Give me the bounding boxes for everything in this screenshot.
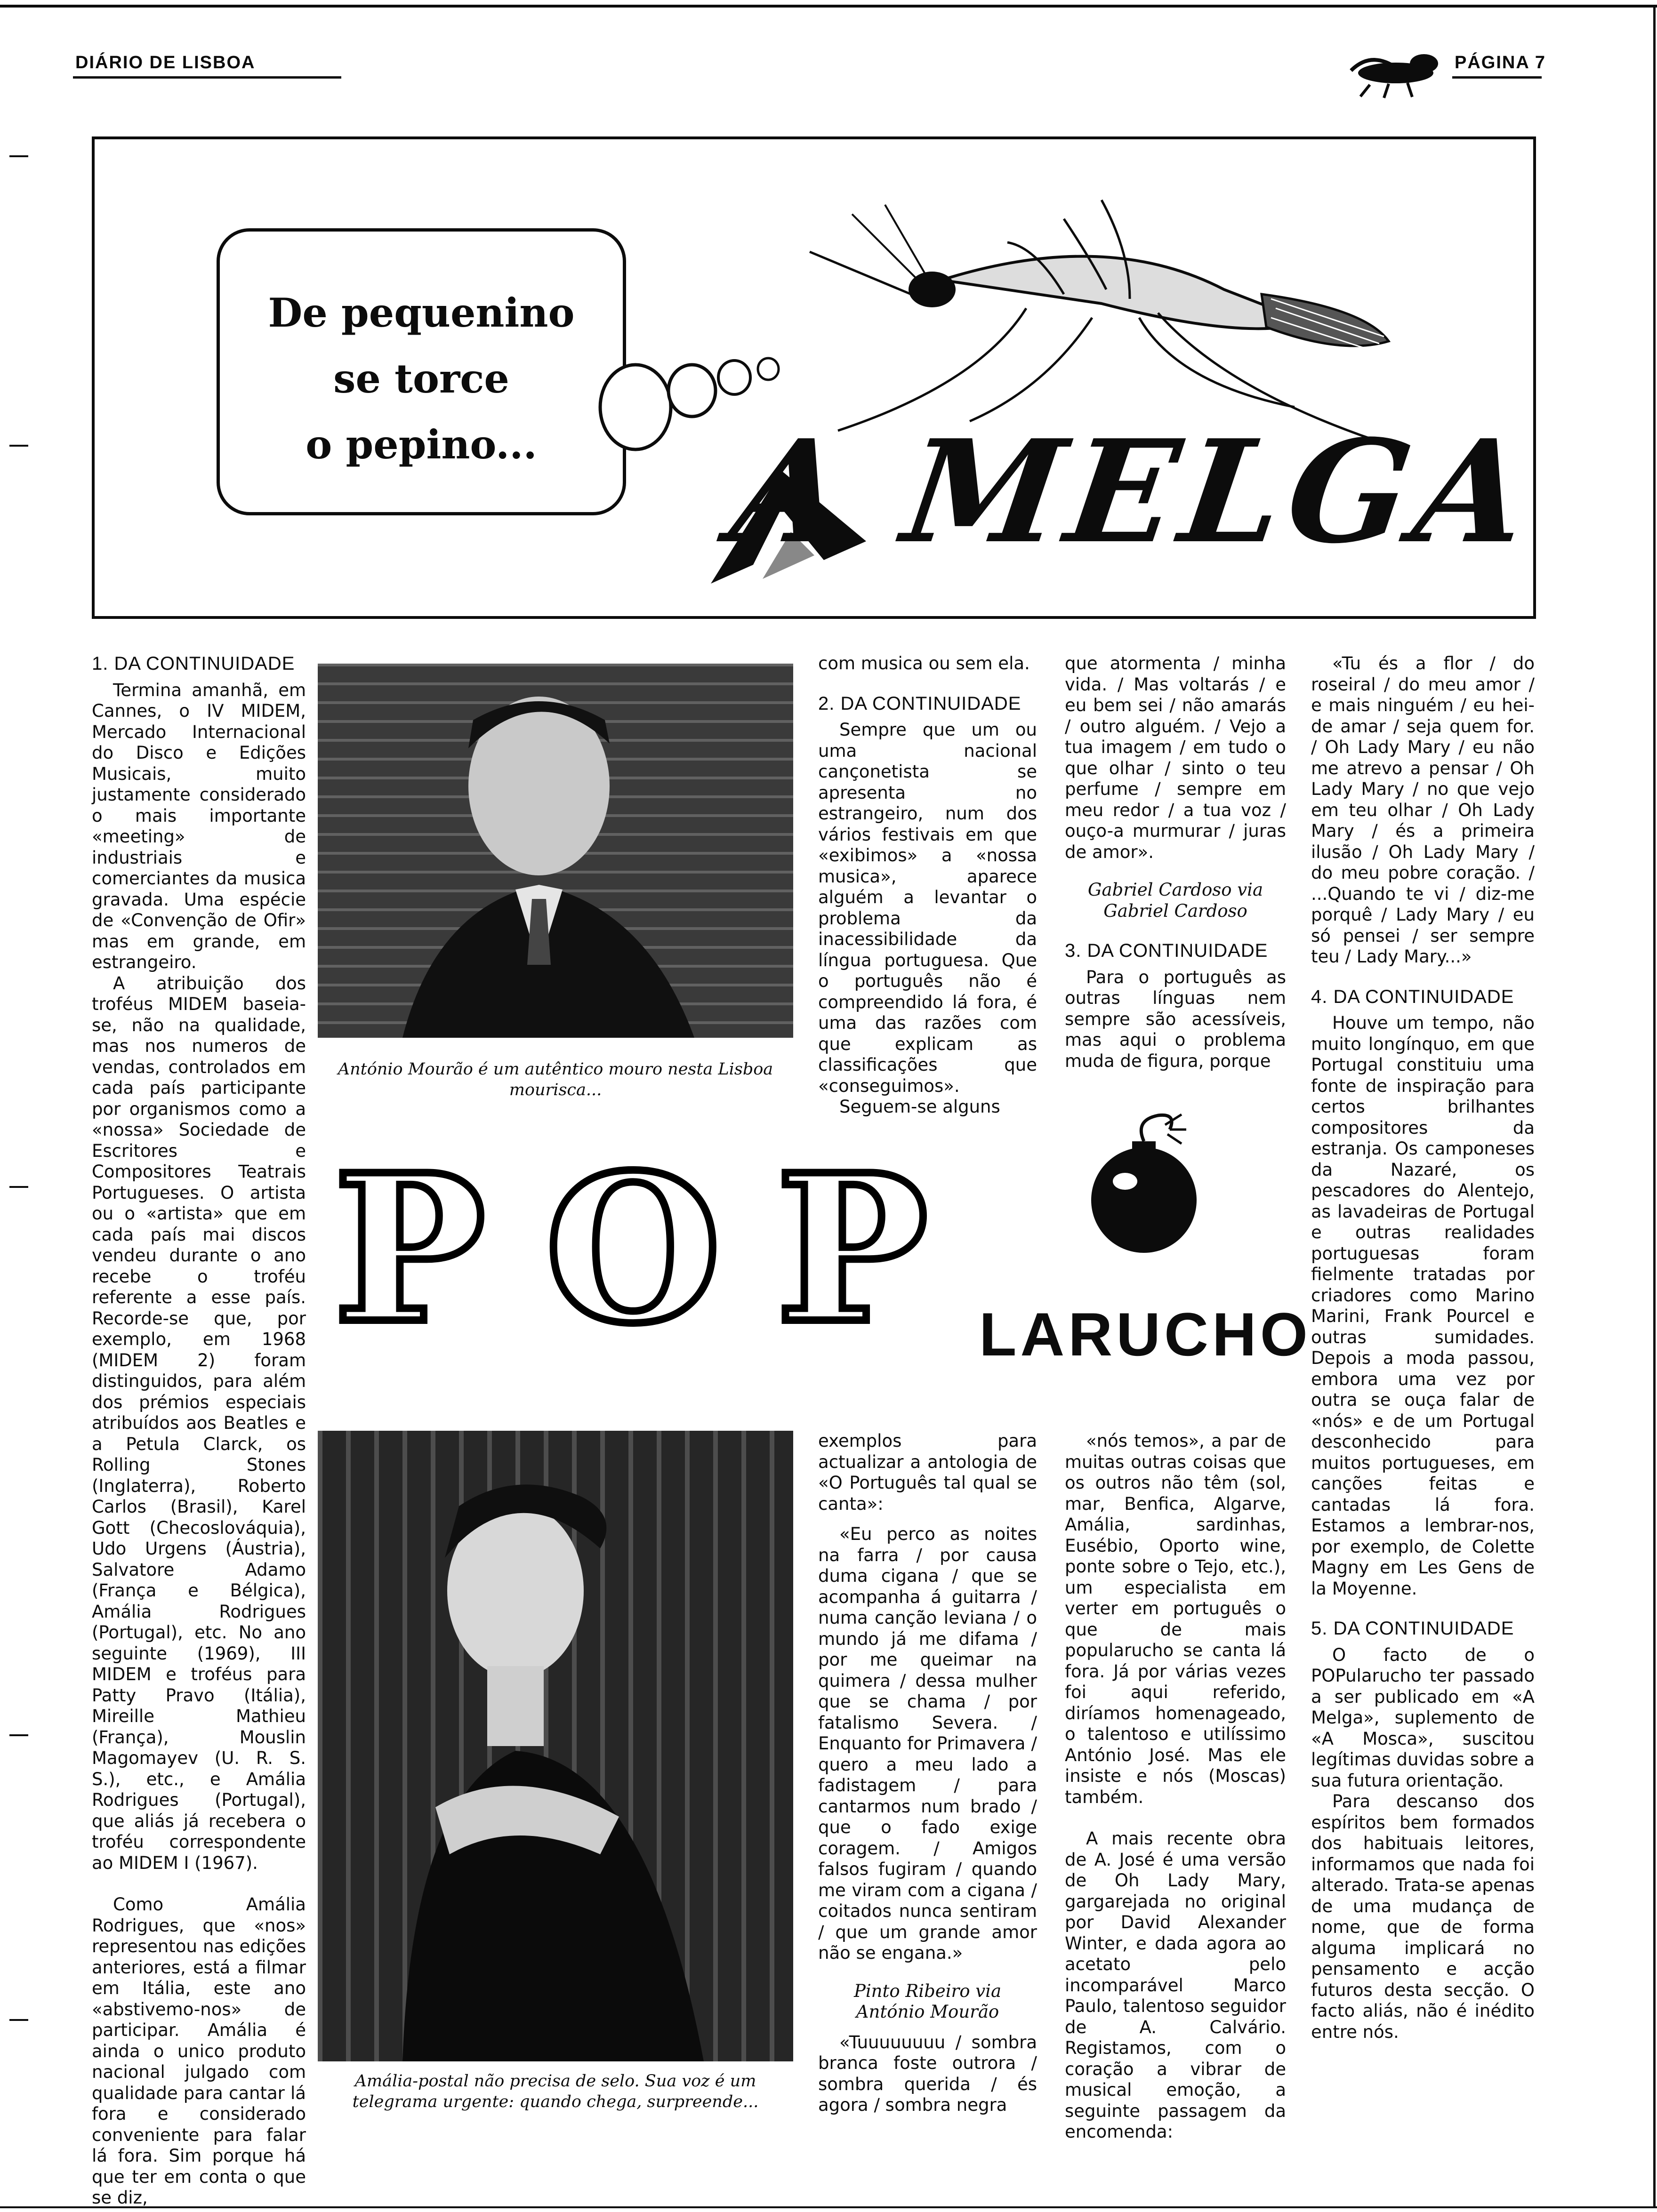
section-4-heading: 4. DA CONTINUIDADE	[1311, 986, 1514, 1007]
margin-mark	[9, 1186, 28, 1188]
col4-paragraph-0: que atormenta / minha vida. / Mas voltarás / e eu bem sei / não amarás / outro alguém. / Vejo a tua imagem / em tudo o que olhar / sinto o teu perfume / sempre em meu redor / a tua voz / ouço-a murmurar / juras de amor».	[1065, 653, 1286, 862]
signature-pinto-ribeiro	[818, 1981, 1037, 2023]
col3-paragraph-0: com musica ou sem ela.	[818, 653, 1030, 673]
column-3-top	[818, 653, 1037, 1118]
column-4-bottom	[1065, 1431, 1286, 2143]
section-2-heading: 2. DA CONTINUIDADE	[818, 693, 1022, 714]
col4b-paragraph-1: A mais recente obra de A. José é uma versão de Oh Lady Mary, gargarejada no original por David Alexander Winter, e dada agora ao acetato pelo incomparável Marco Paulo, talentoso seguidor de A. Calvário. Registamos, com o coração a vibrar de musical emoção, a seguinte passagem da encomenda:	[1065, 1828, 1286, 2142]
col4-paragraph-1: Para o português as outras línguas nem sempre são acessíveis, mas aqui o problema muda de figura, porque	[1065, 967, 1286, 1071]
col1-paragraph-3: Como Amália Rodrigues, que «nos» representou nas edições anteriores, está a filmar em Itália, este ano «abstivemo-nos» de participar. Amália é ainda o unico produto nacional julgado com qualidade para cantar lá fora e considerado conveniente para falar lá fora. Sim porque há que ter em conta o que se diz,	[92, 1894, 306, 2208]
col5-paragraph-3: Para descanso dos espíritos bem formados dos habituais leitores, informamos que nada foi alterado. Trata-se apenas de uma mudança de nome, que de forma alguma implicará no pensamento e acção futuros desta secção. O facto aliás, não é inédito entre nós.	[1311, 1791, 1535, 2042]
col5-lyrics: «Tu és a flor / do roseiral / do meu amor / e mais ninguém / eu hei-de amar / seja quem for. / Oh Lady Mary / eu não me atrevo a pensar / Oh Lady Mary / no que vejo em teu olhar / Oh Lady Mary / és a primeira ilusão / Oh Lady Mary / do meu pobre coração. / ...Quando te vi / diz-me porquê / Lady Mary / eu só pensei / ser sempre teu / Lady Mary...»	[1311, 653, 1535, 967]
newspaper-name: DIÁRIO DE LISBOA	[75, 53, 256, 72]
margin-mark	[9, 2019, 28, 2021]
column-3-bottom	[818, 1431, 1037, 2116]
masthead-rule-right	[1452, 76, 1542, 79]
bubble-line-3: o pepino...	[306, 421, 537, 468]
column-1	[92, 653, 306, 2209]
col3-paragraph-2: Seguem-se alguns	[839, 1097, 1000, 1117]
photo-antonio-mourao	[318, 664, 793, 1038]
pop-subtitle: LARUCHO	[979, 1300, 1311, 1369]
col5-paragraph-1: Houve um tempo, não muito longínquo, em que Portugal constituiu uma fonte de inspiração para certos brilhantes compositores da estranja. Os camponeses da Nazaré, os pescadores do Alentejo, as lavadeiras de Portugal e outras realidades portuguesas foram fielmente tratadas por criadores como Marino Marini, Frank Pourcel e outras sumidades. Depois a moda passou, embora uma vez por outra se ouça falar de «nós» e de um Portugal desconhecido para muitos portugueses, em canções feitas e cantadas lá fora. Estamos a lembrar-nos, por exemplo, de Colette Magny em Les Gens de la Moyenne.	[1311, 1013, 1535, 1599]
pop-letter-p2: P	[776, 1130, 928, 1368]
bubble-text	[221, 280, 621, 478]
banner-title	[723, 409, 1544, 579]
margin-mark	[9, 155, 28, 157]
caption-photo-1: António Mourão é um autêntico mouro nesta Lisboa mourisca...	[338, 1060, 773, 1099]
col3-paragraph-1: Sempre que um ou uma nacional cançonetista se apresenta no estrangeiro, num dos vários festivais em que «exibimos» a «nossa musica», aparece alguém a levantar o problema da inacessibilidade da língua portuguesa. Que o português não é compreendido lá fora, é uma das razões com que explicam as classificações que «conseguimos».	[818, 720, 1037, 1096]
margin-mark	[9, 445, 28, 447]
caption-photo-2: Amália-postal não precisa de selo. Sua voz é um telegrama urgente: quando chega, surpreende...	[352, 2072, 759, 2111]
section-1-heading: 1. DA CONTINUIDADE	[92, 653, 295, 674]
margin-mark	[9, 1734, 28, 1736]
bomb-icon	[1069, 1111, 1219, 1257]
signature-line-2: António Mourão	[856, 2002, 999, 2022]
col3b-lyrics: «Eu perco as noites na farra / por causa duma cigana / que se acompanha á guitarra / numa canção leviana / o mundo já me difama / por me queimar na quimera / dessa mulher que se chama / por fatalismo Severa. / Enquanto for Primavera / quero a meu lado a fadistagem / para cantarmos num brado / que o fado exige coragem. / Amigos falsos fugiram / quando me viram com a cigana / coitados nunca sentiram / que um grande amor não se engana.»	[818, 1524, 1037, 1963]
portrait-woman-icon	[318, 1431, 793, 2061]
banner-title-text: A MELGA	[723, 409, 1544, 575]
signature-line-1: Gabriel Cardoso via	[1087, 880, 1263, 900]
bubble-line-2: se torce	[333, 355, 509, 402]
col1-paragraph-2: A atribuição dos troféus MIDEM baseia-se, não na qualidade, mas nos numeros de vendas, controlados em cada país participante por organismos como a «nossa» Sociedade de Escritores e Compositores Teatrais Portugueses. O artista ou o «artista» que em cada país mai discos vendeu durante o ano recebe o troféu referente a esse país. Recorde-se que, por exemplo, em 1968 (MIDEM 2) foram distinguidos, para além dos prémios especiais atribuídos aos Beatles e a Petula Clarck, os Rolling Stones (Inglaterra), Roberto Carlos (Brasil), Karel Gott (Checoslováquia), Udo Urgens (Áustria), Salvatore Adamo (França e Bélgica), Amália Rodrigues (Portugal), etc. No ano seguinte (1969), III MIDEM e troféus para Patty Pravo (Itália), Mireille Mathieu (França), Mouslin Magomayev (U. R. S. S.), etc., e Amália Rodrigues (Portugal), que aliás já recebera o troféu correspondente ao MIDEM I (1967).	[92, 973, 306, 1873]
col1-paragraph-1: Termina amanhã, em Cannes, o IV MIDEM, Mercado Internacional do Disco e Edições Musicais, muito justamente considerado o mais importante «meeting» de industriais e comerciantes da musica gravada. Uma espécie de «Convenção de Ofir» mas em grande, em estrangeiro.	[92, 680, 306, 972]
signature-line-2: Gabriel Cardoso	[1103, 900, 1247, 921]
pop-letter-p1: P	[333, 1130, 486, 1368]
bubble-line-1: De pequenino	[268, 289, 575, 336]
photo-amalia	[318, 1431, 793, 2061]
top-border	[0, 5, 1657, 8]
column-5	[1311, 653, 1535, 2043]
pop-letter-o: O	[545, 1130, 722, 1368]
col5-paragraph-2: O facto de o POPularucho ter passado a ser publicado em «A Melga», suplemento de «A Mosca», suscitou legítimas duvidas sobre a sua futura orientação.	[1311, 1644, 1535, 1791]
page-label: PÁGINA 7	[1455, 53, 1546, 72]
col3b-paragraph-0: exemplos para actualizar a antologia de «O Português tal qual se canta»:	[818, 1431, 1037, 1514]
col3b-paragraph-2: «Tuuuuuuuu / sombra branca foste outrora / sombra querida / és agora / sombra negra	[818, 2032, 1037, 2115]
column-4-top	[1065, 653, 1286, 1072]
signature-line-1: Pinto Ribeiro via	[853, 1980, 1002, 2001]
section-5-heading: 5. DA CONTINUIDADE	[1311, 1618, 1514, 1639]
fly-logo-icon	[1342, 47, 1445, 99]
col4b-paragraph-0: «nós temos», a par de muitas outras coisas que os outros não têm (sol, mar, Benfica, Algarve, Amália, sardinhas, Eusébio, Oporto wine, ponte sobre o Tejo, etc.), um especialista em verter em português o que de mais popularucho se canta lá fora. Já por várias vezes foi aqui referido, diríamos homenageado, o talentoso e utilíssimo António José. Mas ele insiste e nós (Moscas) também.	[1065, 1431, 1286, 1807]
portrait-man-icon	[318, 664, 793, 1038]
masthead-rule-left	[73, 76, 341, 79]
right-border	[1653, 5, 1656, 2207]
section-3-heading: 3. DA CONTINUIDADE	[1065, 940, 1268, 961]
signature-gabriel-cardoso	[1065, 880, 1286, 922]
